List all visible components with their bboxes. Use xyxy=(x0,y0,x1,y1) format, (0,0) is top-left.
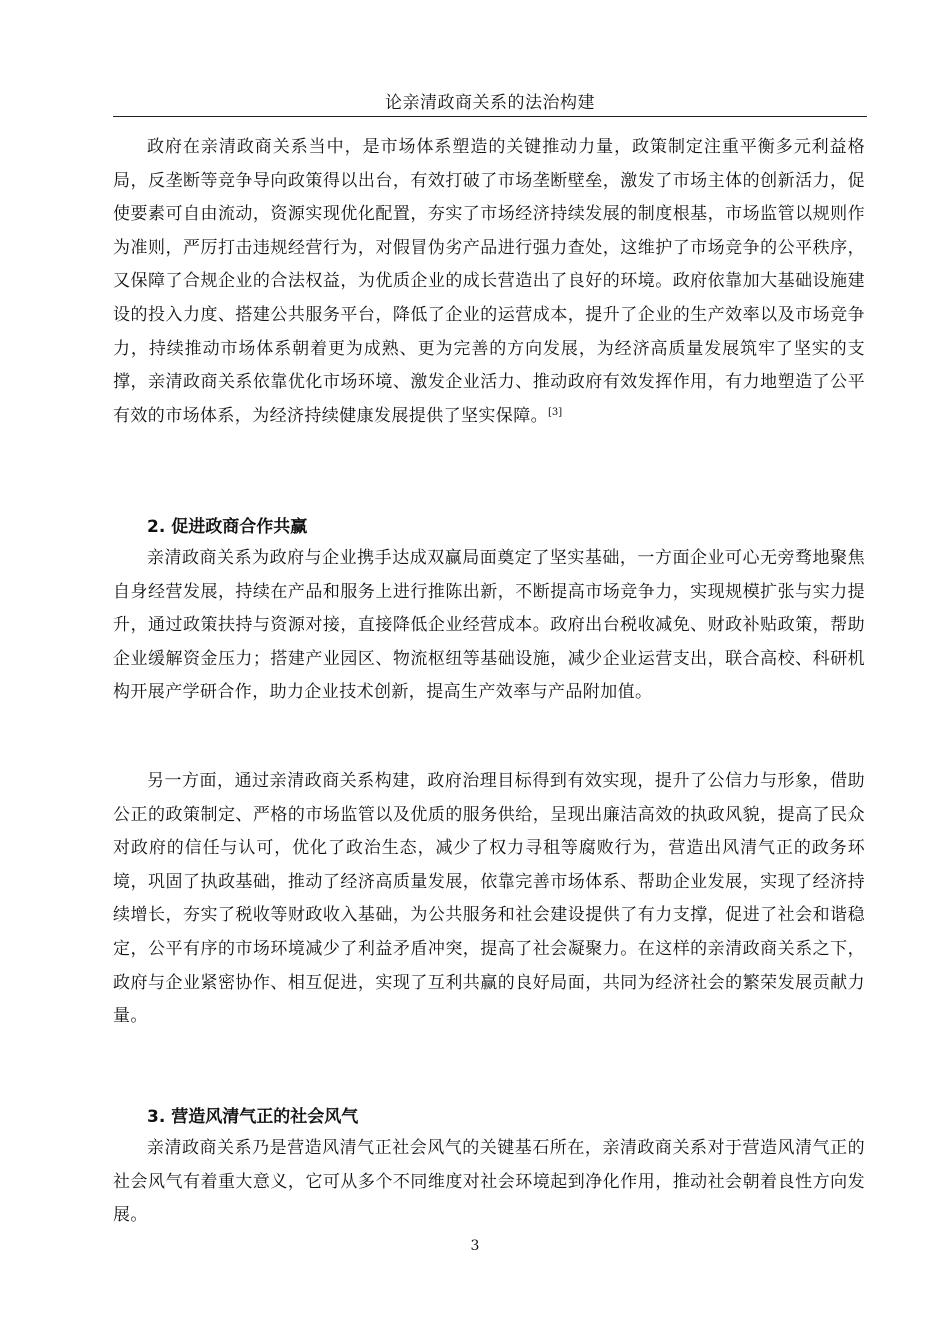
body-section-4 xyxy=(113,1102,865,1233)
paragraph-government-role-text: 政府在亲清政商关系当中，是市场体系塑造的关键推动力量，政策制定注重平衡多元利益格局，反垄断等竞争导向政策得以出台，有效打破了市场垄断壁垒，激发了市场主体的创新活力，促使要素可自由流动，资源实现优化配置，夯实了市场经济持续发展的制度根基，市场监管以规则作为准则，严厉打击违规经营行为，对假冒伪劣产品进行强力查处，这维护了市场竞争的公平秩序，又保障了合规企业的合法权益，为优质企业的成长营造出了良好的环境。政府依靠加大基础设施建设的投入力度、搭建公共服务平台，降低了企业的运营成本，提升了企业的生产效率以及市场竞争力，持续推动市场体系朝着更为成熟、更为完善的方向发展，为经济高质量发展筑牢了坚实的支撑，亲清政商关系依靠优化市场环境、激发企业活力、推动政府有效发挥作用，有力地塑造了公平有效的市场体系，为经济持续健康发展提供了坚实保障。 xyxy=(113,137,865,426)
body-section-1 xyxy=(113,131,865,433)
paragraph-win-win-enterprise: 亲清政商关系为政府与企业携手达成双赢局面奠定了坚实基础，一方面企业可心无旁骛地聚焦自身经营发展，持续在产品和服务上进行推陈出新，不断提高市场竞争力，实现规模扩张与实力提升，通过政策扶持与资源对接，直接降低企业经营成本。政府出台税收减免、财政补贴政策，帮助企业缓解资金压力；搭建产业园区、物流枢纽等基础设施，减少企业运营支出，联合高校、科研机构开展产学研合作，助力企业技术创新，提高生产效率与产品附加值。 xyxy=(113,548,865,703)
paragraph-social-atmosphere: 亲清政商关系乃是营造风清气正社会风气的关键基石所在，亲清政商关系对于营造风清气正的社会风气有着重大意义，它可从多个不同维度对社会环境起到净化作用，推动社会朝着良性方向发展。 xyxy=(113,1138,865,1226)
page-number: 3 xyxy=(470,1238,480,1254)
header-rule xyxy=(113,116,867,117)
running-header: 论亲清政商关系的法治构建 xyxy=(385,93,595,113)
body-section-3 xyxy=(113,765,865,1034)
body-section-2 xyxy=(113,512,865,710)
paragraph-win-win-government: 另一方面，通过亲清政商关系构建，政府治理目标得到有效实现，提升了公信力与形象，借助公正的政策制定、严格的市场监管以及优质的服务供给，呈现出廉洁高效的执政风貌，提高了民众对政府的信任与认可，优化了政治生态，减少了权力寻租等腐败行为，营造出风清气正的政务环境，巩固了执政基础，推动了经济高质量发展，依靠完善市场体系、帮助企业发展，实现了经济持续增长，夯实了税收等财政收入基础，为公共服务和社会建设提供了有力支撑，促进了社会和谐稳定，公平有序的市场环境减少了利益矛盾冲突，提高了社会凝聚力。在这样的亲清政商关系之下，政府与企业紧密协作、相互促进，实现了互利共赢的良好局面，共同为经济社会的繁荣发展贡献力量。 xyxy=(113,771,865,1027)
section-heading-3: 3. 营造风清气正的社会风气 xyxy=(147,1107,359,1127)
citation-marker: [3] xyxy=(548,406,563,418)
section-heading-2: 2. 促进政商合作共赢 xyxy=(147,517,308,537)
paragraph-government-role xyxy=(113,131,865,433)
